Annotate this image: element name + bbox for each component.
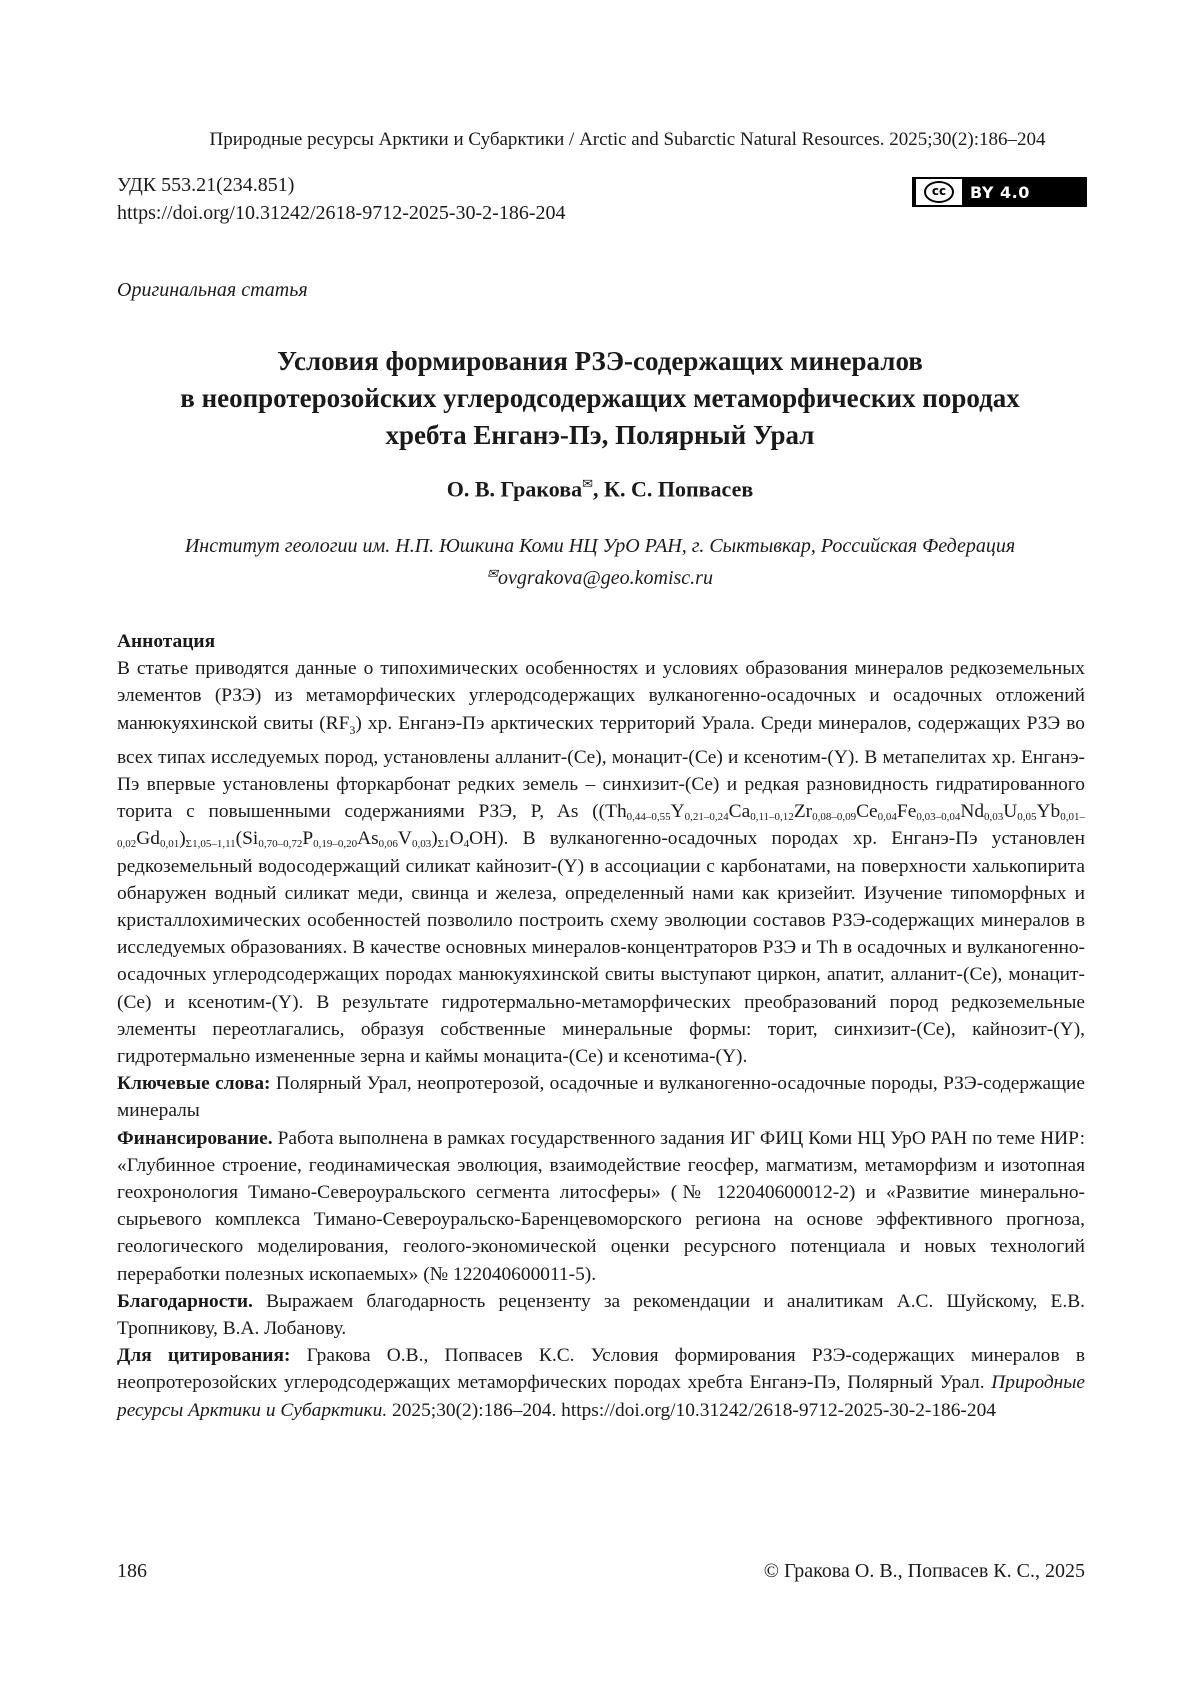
formula-subscript: 0,04 bbox=[877, 811, 897, 824]
authors bbox=[0, 476, 1200, 502]
udc-code: УДК 553.21(234.851) bbox=[117, 174, 295, 196]
formula-subscript: 0,21–0,24 bbox=[684, 811, 729, 824]
formula-subscript: 0,05 bbox=[1017, 811, 1037, 824]
article-title bbox=[100, 343, 1100, 454]
formula-subscript: 0,01 bbox=[159, 838, 180, 851]
doi-link[interactable]: https://doi.org/10.31242/2618-9712-2025-30-2-186-204 bbox=[117, 202, 566, 224]
formula-subscript: 0,03 bbox=[411, 838, 432, 851]
citation: Для цитирования: Гракова О.В., Попвасев К.С. Условия формирования РЗЭ-содержащих минералов в неопротерозойских углеродсодержащих метаморфических породах хребта Енганэ-Пэ, Полярный Урал. Природные ресурсы Арктики и Субарктики. 2025;30(2):186–204. https://doi.org/10.31242/2618-9712-2025-30-2-186-204 bbox=[117, 1345, 1085, 1421]
formula-subscript: 4 bbox=[463, 838, 470, 851]
abstract-text: В статье приводятся данные о типохимических особенностях и условиях образования минералов редкоземельных элементов (РЗЭ) из метаморфических углеродсодержащих вулканогенно-осадочных и осадочных отложений манюкуяхинской свиты $(RF_3)$ хр. Енганэ-Пэ арктических территорий Урала. Среди минералов, содержащих РЗЭ во всех типах исследуемых пород, установлены алланит-(Ce), монацит-(Ce) и ксенотим-(Y). В метапелитах хр. Енганэ-Пэ впервые установлены фторкарбонат редких земель – синхизит-(Ce) и редкая разновидность гидратированного торита с повышенными содержаниями РЗЭ, P, As $((Th_{0,44-0,55}Y_{0,21-0,24}Ca_{0,11-0,12}Zr_{0,08-0,09}Ce_{0,04}Fe_{0,03-0,04}Nd_{0,03}U_{0,05}Yb_{0,01-0,02}Gd_{0,01})_{\Sigma 1,05-1,11}(Si_{0,70-0,72}P_{0,19-0,20}As_{0,06}V_{0,03})_{\Sigma 1}O_4OH)$. В вулканогенно-осадочных породах хр. Енганэ-Пэ установлен редкоземельный водосодержащий силикат кайнозит-(Y) в ассоциации с карбонатами, на поверхности халькопирита обнаружен водный силикат меди, свинца и железа, определенный нами как кризейит. Изучение типоморфных и кристаллохимических особенностей позволило построить схему эволюции составов РЗЭ-содержащих минералов в исследуемых образованиях. В качестве основных минералов-концентраторов РЗЭ и Th в осадочных и вулканогенно-осадочных углеродсодержащих породах манюкуяхинской свиты выступают циркон, апатит, алланит-(Ce), монацит-(Ce) и ксенотим-(Y). В результате гидротермально-метаморфических преобразований пород редкоземельные элементы переотлагались, образуя собственные минеральные формы: торит, синхизит-(Ce), кайнозит-(Y), гидротермально измененные зерна и каймы монацита-(Ce) и ксенотима-(Y). bbox=[117, 658, 1085, 1067]
formula-symbol: Gd bbox=[136, 828, 160, 850]
creative-commons-icon: cc bbox=[924, 181, 954, 203]
envelope-icon: ✉ bbox=[582, 476, 594, 491]
formula-symbol: As bbox=[357, 828, 379, 850]
envelope-icon: ✉ bbox=[487, 566, 498, 581]
formula-subscript: 0,70–0,72 bbox=[258, 838, 303, 851]
formula-symbol: Zr bbox=[793, 801, 813, 823]
article-identifiers bbox=[117, 171, 566, 227]
formula-subscript: Σ1,05–1,11 bbox=[185, 838, 236, 851]
formula-symbol: OH) bbox=[469, 828, 504, 850]
keywords-label: Ключевые слова: bbox=[117, 1073, 271, 1095]
running-head: Природные ресурсы Арктики и Субарктики / Arctic and Subarctic Natural Resources. 2025;30(2):186–204 bbox=[209, 129, 1046, 150]
author-separator: , bbox=[593, 476, 605, 502]
abstract-heading: Аннотация bbox=[117, 631, 216, 652]
formula-symbol: (Th bbox=[598, 801, 627, 823]
article-type: Оригинальная статья bbox=[117, 279, 308, 301]
formula-symbol: Ce bbox=[856, 801, 878, 823]
copyright-notice: © Гракова О. В., Попвасев К. С., 2025 bbox=[763, 1560, 1085, 1582]
formula-subscript: 0,08–0,09 bbox=[812, 811, 857, 824]
affiliation-email-line bbox=[0, 560, 1200, 592]
funding-label: Финансирование. bbox=[117, 1127, 273, 1149]
formula-subscript: 0,03 bbox=[984, 811, 1004, 824]
acknowledgments: Благодарности. Выражаем благодарность рецензенту за рекомендации и аналитикам А.С. Шуйскому, Е.В. Тропникову, В.А. Лобанову. bbox=[117, 1290, 1085, 1339]
license-label: BY 4.0 bbox=[970, 182, 1030, 202]
citation-journal: Природные ресурсы Арктики и Субарктики. bbox=[117, 1372, 1085, 1421]
author-email[interactable]: ovgrakova@geo.komisc.ru bbox=[497, 567, 713, 589]
formula-symbol: Nd bbox=[960, 801, 985, 823]
page-number: 186 bbox=[117, 1560, 147, 1582]
citation-label: Для цитирования: bbox=[117, 1345, 291, 1367]
affiliation bbox=[0, 532, 1200, 592]
formula-subscript: 0,19–0,20 bbox=[313, 838, 358, 851]
acknowledgments-label: Благодарности. bbox=[117, 1290, 253, 1312]
keywords: Ключевые слова: Полярный Урал, неопротерозой, осадочные и вулканогенно-осадочные породы, РЗЭ-содержащие минералы bbox=[117, 1073, 1085, 1122]
funding: Финансирование. Работа выполнена в рамках государственного задания ИГ ФИЦ Коми НЦ УрО РАН по теме НИР: «Глубинное строение, геодинамическая эволюция, взаимодействие геосфер, магматизм, метаморфизм и изотопная геохронология Тимано-Североуральского сегмента литосферы» (№ 122040600012-2) и «Развитие минерально-сырьевого комплекса Тимано-Североуральско-Баренцевоморского региона на основе эффективного прогноза, геологического моделирования, геолого-экономической оценки ресурсного потенциала и новых технологий переработки полезных ископаемых» (№ 122040600011-5). bbox=[117, 1127, 1085, 1285]
rf-subscript: 3 bbox=[349, 722, 356, 737]
title-line: хребта Енганэ-Пэ, Полярный Урал bbox=[385, 420, 815, 450]
formula-symbol: O bbox=[449, 828, 464, 850]
formula-subscript: 0,03–0,04 bbox=[916, 811, 961, 824]
formula-symbol: Yb bbox=[1036, 801, 1061, 823]
formula-subscript: 0,01–0,02 bbox=[117, 811, 1085, 851]
affiliation-institute: Институт геологии им. Н.П. Юшкина Коми НЦ УрО РАН, г. Сыктывкар, Российская Федерация bbox=[184, 535, 1016, 557]
formula-subscript: 0,06 bbox=[378, 838, 398, 851]
formula-symbol: Ca bbox=[728, 801, 751, 823]
formula-subscript: Σ1 bbox=[437, 838, 450, 851]
formula-symbol: Fe bbox=[896, 801, 917, 823]
author-name: О. В. Гракова bbox=[446, 476, 583, 502]
formula-symbol: Y bbox=[670, 801, 685, 823]
formula-subscript: 0,11–0,12 bbox=[750, 811, 794, 824]
title-line: Условия формирования РЗЭ-содержащих минералов bbox=[277, 346, 923, 376]
author-name: К. С. Попвасев bbox=[604, 476, 754, 502]
formula-subscript: 0,44–0,55 bbox=[626, 811, 671, 824]
formula-symbol: ) bbox=[179, 828, 186, 850]
formula-symbol: ) bbox=[431, 828, 438, 850]
abstract-section bbox=[117, 628, 1085, 1424]
formula-symbol: (Si bbox=[235, 828, 259, 850]
page-footer bbox=[117, 1560, 1085, 1583]
title-line: в неопротерозойских углеродсодержащих метаморфических породах bbox=[180, 383, 1020, 413]
formula-symbol: P bbox=[302, 828, 314, 850]
formula-symbol: U bbox=[1003, 801, 1018, 823]
cc-license-badge[interactable] bbox=[912, 177, 1087, 207]
formula-symbol: V bbox=[397, 828, 412, 850]
